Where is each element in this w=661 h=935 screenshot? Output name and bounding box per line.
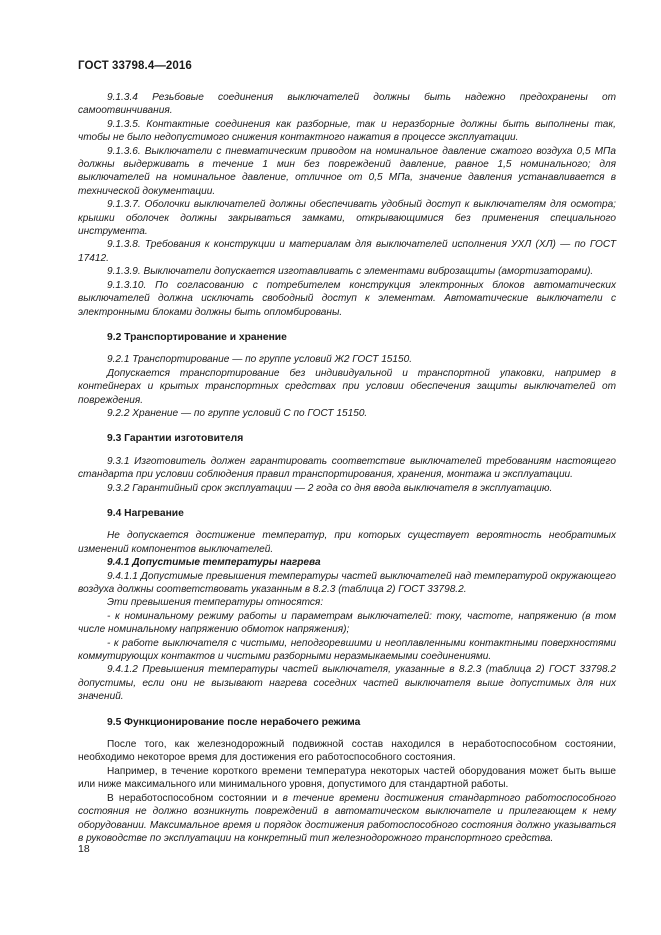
paragraph: 9.2.2 Хранение — по группе условий С по ГОСТ 15150.: [107, 407, 368, 419]
paragraph-rest: в течение времени достижения стандартного работоспособного состояния не должно возникнуть повреждений в автоматическом выключателе и прилегающем к нему оборудовании. Максимальное время и порядок достижения работоспособного состояния должно указываться в руководстве по эксплуатации на конкретный тип железнодорожного транспортного средства.: [78, 792, 617, 844]
page-number: 18: [78, 843, 90, 855]
paragraph: 9.1.3.9. Выключатели допускается изготавливать с элементами виброзащиты (амортизаторами).: [107, 266, 594, 278]
paragraph: Например, в течение короткого времени температура некоторых частей оборудования может быть выше или ниже максимального или минимального уровня, допустимого для стандартной работы.: [78, 765, 616, 791]
paragraph: Не допускается достижение температур, при которых существует вероятность необратимых изменений компонентов выключателей.: [78, 530, 616, 555]
paragraph: 9.1.3.5. Контактные соединения как разборные, так и неразборные должны быть выполнены так, чтобы не было недопустимого снижения контактного нажатия в процессе эксплуатации.: [78, 118, 616, 144]
section-heading: 9.5 Функционирование после нерабочего режима: [107, 716, 361, 728]
paragraph: 9.1.3.6. Выключатели с пневматическим приводом на номинальное давление сжатого воздуха 0,5 МПа должны выдерживать в течение 1 мин без повреждений давление, равное 1,5 номинального; для выключателей на номинальное давление, отличное от 0,5 МПа, значение давления устанавливается в технической документации.: [78, 145, 616, 197]
paragraph: 9.2.1 Транспортирование — по группе условий Ж2 ГОСТ 15150.: [107, 354, 413, 366]
section-heading: 9.2 Транспортирование и хранение: [107, 331, 287, 343]
paragraph: После того, как железнодорожный подвижной состав находился в неработоспособном состоянии, необходимо некоторое время для достижения его работоспособного состояния.: [78, 739, 616, 764]
section-heading: 9.3 Гарантии изготовителя: [107, 433, 244, 445]
paragraph: 9.4.1.1 Допустимые превышения температуры частей выключателей над температурой окружающего воздуха должны соответствовать указанным в 8.2.3 (таблица 2) ГОСТ 33798.2.: [78, 570, 616, 595]
paragraph: - к работе выключателя с чистыми, неподгоревшими и неоплавленными контактными поверхностями коммутирующих контактов и чистыми разборными неразмыкаемыми соединениями.: [78, 637, 616, 663]
document-body: [78, 91, 616, 845]
paragraph: 9.1.3.4 Резьбовые соединения выключателей должны быть надежно предохранены от самоотвинчивания.: [78, 92, 616, 117]
paragraph-lead: В неработоспособном состоянии и: [107, 792, 283, 804]
paragraph: [78, 792, 616, 846]
section-heading: 9.4 Нагревание: [107, 507, 184, 519]
paragraph: 9.1.3.7. Оболочки выключателей должны обеспечивать удобный доступ к выключателям для осмотра; крышки оболочек должны закрываться замками, открывающимися без применения специального инструмента.: [78, 199, 616, 238]
paragraph: Эти превышения температуры относятся:: [107, 597, 324, 609]
paragraph: Допускается транспортирование без индивидуальной и транспортной упаковки, например в контейнерах и крытых транспортных средствах при условии обеспечения защиты выключателей от повреждения.: [78, 367, 616, 406]
subsection-heading: 9.4.1 Допустимые температуры нагрева: [107, 557, 321, 569]
paragraph: 9.1.3.10. По согласованию с потребителем конструкция электронных блоков автоматических выключателей должна исключать свободный доступ к элементам. Автоматические выключатели с электронными блоками должны быть опломбированы.: [78, 279, 616, 318]
paragraph: - к номинальному режиму работы и параметрам выключателей: току, частоте, напряжению (в том числе номинальному напряжению обмоток напряжения);: [78, 610, 616, 636]
paragraph: 9.3.1 Изготовитель должен гарантировать соответствие выключателей требованиям настоящего стандарта при условии соблюдения правил транспортирования, хранения, монтажа и эксплуатации.: [78, 455, 616, 481]
document-header: ГОСТ 33798.4—2016: [78, 60, 192, 72]
paragraph: 9.3.2 Гарантийный срок эксплуатации — 2 года со дня ввода выключателя в эксплуатацию.: [107, 482, 553, 494]
paragraph: 9.1.3.8. Требования к конструкции и материалам для выключателей исполнения УХЛ (ХЛ) — по ГОСТ 17412.: [78, 239, 616, 264]
paragraph: 9.4.1.2 Превышения температуры частей выключателя, указанные в 8.2.3 (таблица 2) ГОСТ 33798.2 допустимы, если они не вызывают нагрева соседних частей выключателя выше допустимых для них значений.: [78, 664, 616, 703]
